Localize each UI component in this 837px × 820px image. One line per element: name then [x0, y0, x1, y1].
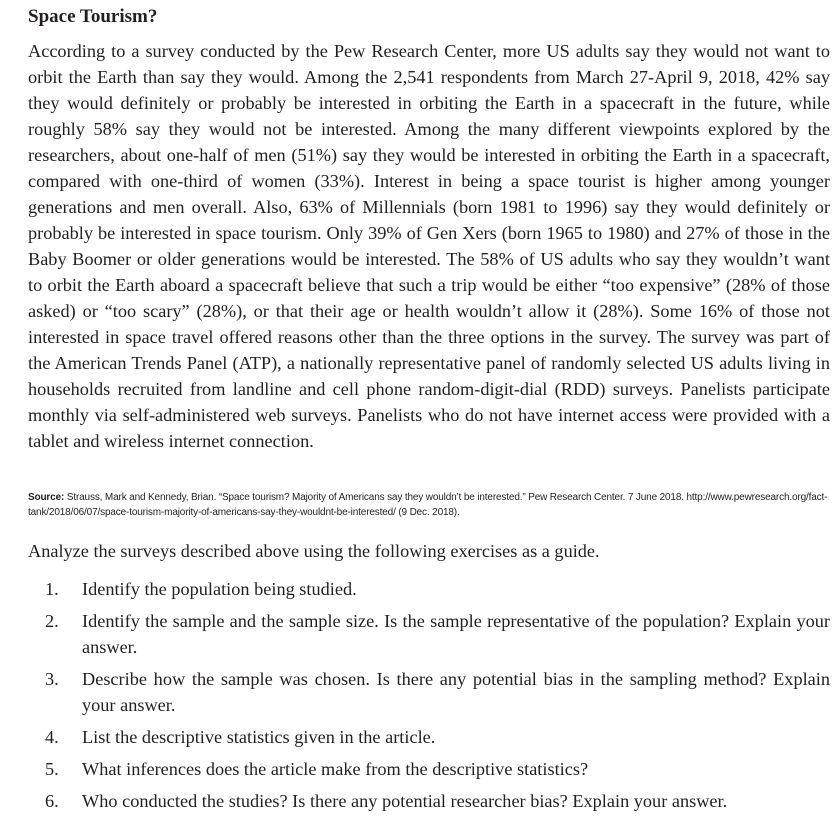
exercise-number: 4.	[45, 727, 59, 747]
source-label: Source:	[28, 492, 65, 503]
exercise-text: Describe how the sample was chosen. Is there any potential bias in the sampling method? Explain your answer.	[82, 669, 830, 715]
source-text: Strauss, Mark and Kennedy, Brian. “Space tourism? Majority of Americans say they wouldn’t be interested.” Pew Research Center. 7 June 2018. http://www.pewresearch.org/fact-tank/2018/06/07/space-tourism-majority-of-americans-say-they-wouldnt-be-interested/ (9 Dec. 2018).	[28, 492, 828, 518]
exercise-list	[0, 576, 837, 820]
exercise-item	[0, 724, 830, 750]
exercise-item	[0, 576, 830, 602]
exercise-item	[0, 788, 830, 814]
exercise-text: What inferences does the article make from the descriptive statistics?	[82, 759, 589, 779]
source-citation	[28, 490, 828, 520]
exercise-number: 1.	[45, 579, 59, 599]
article-paragraph: According to a survey conducted by the Pew Research Center, more US adults say they would not want to orbit the Earth than say they would. Among the 2,541 respondents from March 27-April 9, 2018, 42% say they would definitely or probably be interested in orbiting the Earth in a spacecraft in the future, while roughly 58% say they would not be interested. Among the many different viewpoints explored by the researchers, about one-half of men (51%) say they would be interested in orbiting the Earth in a spacecraft, compared with one-third of women (33%). Interest in being a space tourist is higher among younger generations and men overall. Also, 63% of Millennials (born 1981 to 1996) say they would definitely or probably be interested in space tourism. Only 39% of Gen Xers (born 1965 to 1980) and 27% of those in the Baby Boomer or older generations would be interested. The 58% of US adults who say they wouldn’t want to orbit the Earth aboard a spacecraft believe that such a trip would be either “too expensive” (28% of those asked) or “too scary” (28%), or that their age or health wouldn’t allow it (28%). Some 16% of those not interested in space travel offered reasons other than the three options in the survey. The survey was part of the American Trends Panel (ATP), a nationally representative panel of randomly selected US adults living in households recruited from landline and cell phone random-digit-dial (RDD) surveys. Panelists participate monthly via self-administered web surveys. Panelists who do not have internet access were provided with a tablet and wireless internet connection.	[28, 41, 830, 451]
exercise-number: 3.	[45, 669, 59, 689]
exercise-text: Identify the population being studied.	[82, 579, 357, 599]
exercise-number: 2.	[45, 611, 59, 631]
exercise-number: 6.	[45, 791, 59, 811]
exercise-text: Identify the sample and the sample size. Is the sample representative of the population? Explain your answer.	[82, 611, 830, 657]
exercise-text: List the descriptive statistics given in the article.	[82, 727, 436, 747]
document-title: Space Tourism?	[28, 6, 158, 27]
exercise-item	[0, 756, 830, 782]
exercise-item	[0, 608, 830, 660]
exercises-intro: Analyze the surveys described above using the following exercises as a guide.	[28, 541, 600, 561]
exercise-number: 5.	[45, 759, 59, 779]
exercise-item	[0, 666, 830, 718]
exercise-text: Who conducted the studies? Is there any potential researcher bias? Explain your answer.	[82, 791, 728, 811]
